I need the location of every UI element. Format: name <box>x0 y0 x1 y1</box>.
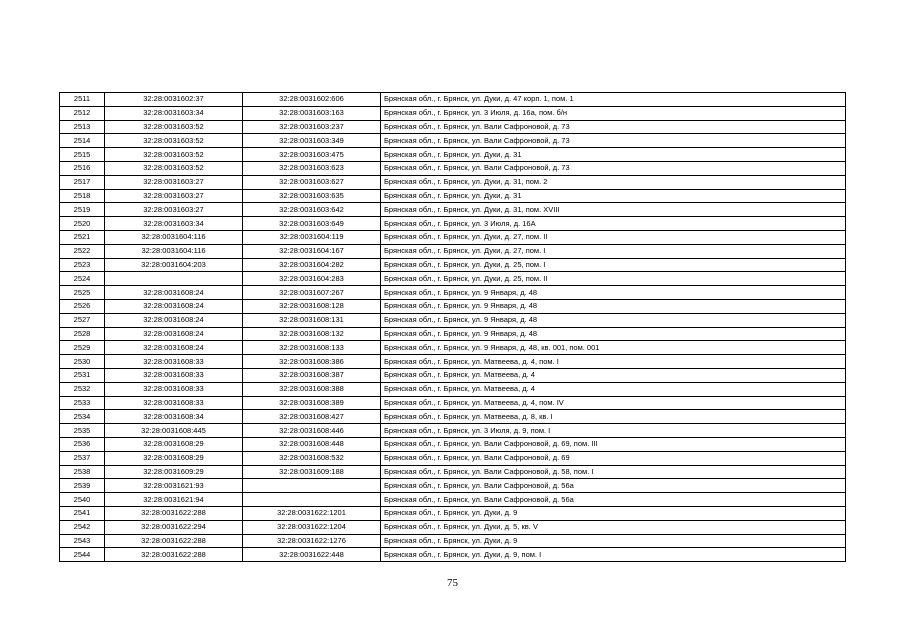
table-row <box>60 479 846 493</box>
table-row <box>60 382 846 396</box>
parcel-cadastral-number-cell: 32:28:0031608:24 <box>105 286 243 300</box>
object-cadastral-number-cell: 32:28:0031602:606 <box>243 93 381 107</box>
table-row <box>60 203 846 217</box>
address-cell: Брянская обл., г. Брянск, ул. 9 Января, д. 48, кв. 001, пом. 001 <box>381 341 846 355</box>
parcel-cadastral-number-cell: 32:28:0031608:29 <box>105 437 243 451</box>
object-cadastral-number-cell: 32:28:0031622:448 <box>243 548 381 562</box>
parcel-cadastral-number-cell: 32:28:0031608:24 <box>105 327 243 341</box>
parcel-cadastral-number-cell: 32:28:0031622:288 <box>105 534 243 548</box>
object-cadastral-number-cell: 32:28:0031603:237 <box>243 120 381 134</box>
table-row <box>60 148 846 162</box>
address-cell: Брянская обл., г. Брянск, ул. Дуки, д. 9, пом. I <box>381 548 846 562</box>
parcel-cadastral-number-cell: 32:28:0031603:27 <box>105 175 243 189</box>
row-number-cell: 2533 <box>60 396 105 410</box>
parcel-cadastral-number-cell: 32:28:0031622:288 <box>105 548 243 562</box>
table-row <box>60 465 846 479</box>
address-cell: Брянская обл., г. Брянск, ул. Дуки, д. 27, пом. I <box>381 244 846 258</box>
row-number-cell: 2540 <box>60 493 105 507</box>
row-number-cell: 2512 <box>60 106 105 120</box>
table-row <box>60 217 846 231</box>
row-number-cell: 2523 <box>60 258 105 272</box>
object-cadastral-number-cell: 32:28:0031603:623 <box>243 161 381 175</box>
address-cell: Брянская обл., г. Брянск, ул. Матвеева, д. 8, кв. I <box>381 410 846 424</box>
table-row <box>60 286 846 300</box>
address-cell: Брянская обл., г. Брянск, ул. Вали Сафроновой, д. 69, пом. III <box>381 437 846 451</box>
row-number-cell: 2530 <box>60 355 105 369</box>
object-cadastral-number-cell: 32:28:0031608:386 <box>243 355 381 369</box>
row-number-cell: 2527 <box>60 313 105 327</box>
table-row <box>60 175 846 189</box>
object-cadastral-number-cell: 32:28:0031603:627 <box>243 175 381 189</box>
address-cell: Брянская обл., г. Брянск, ул. Вали Сафроновой, д. 69 <box>381 451 846 465</box>
address-cell: Брянская обл., г. Брянск, ул. 9 Января, д. 48 <box>381 299 846 313</box>
object-cadastral-number-cell: 32:28:0031622:1276 <box>243 534 381 548</box>
parcel-cadastral-number-cell: 32:28:0031608:33 <box>105 368 243 382</box>
table-row <box>60 493 846 507</box>
row-number-cell: 2521 <box>60 230 105 244</box>
object-cadastral-number-cell: 32:28:0031609:188 <box>243 465 381 479</box>
address-cell: Брянская обл., г. Брянск, ул. Дуки, д. 31, пом. XVIII <box>381 203 846 217</box>
row-number-cell: 2528 <box>60 327 105 341</box>
row-number-cell: 2542 <box>60 520 105 534</box>
parcel-cadastral-number-cell: 32:28:0031603:52 <box>105 161 243 175</box>
address-cell: Брянская обл., г. Брянск, ул. Дуки, д. 31 <box>381 189 846 203</box>
object-cadastral-number-cell: 32:28:0031622:1204 <box>243 520 381 534</box>
parcel-cadastral-number-cell: 32:28:0031608:24 <box>105 341 243 355</box>
table-row <box>60 258 846 272</box>
table-row <box>60 120 846 134</box>
row-number-cell: 2516 <box>60 161 105 175</box>
table-row <box>60 451 846 465</box>
table-row <box>60 161 846 175</box>
registry-table <box>59 92 846 562</box>
address-cell: Брянская обл., г. Брянск, ул. Матвеева, д. 4 <box>381 382 846 396</box>
parcel-cadastral-number-cell: 32:28:0031603:52 <box>105 120 243 134</box>
table-row <box>60 134 846 148</box>
address-cell: Брянская обл., г. Брянск, ул. Вали Сафроновой, д. 56а <box>381 493 846 507</box>
object-cadastral-number-cell: 32:28:0031608:133 <box>243 341 381 355</box>
row-number-cell: 2531 <box>60 368 105 382</box>
address-cell: Брянская обл., г. Брянск, ул. Дуки, д. 25, пом. I <box>381 258 846 272</box>
parcel-cadastral-number-cell: 32:28:0031604:203 <box>105 258 243 272</box>
address-cell: Брянская обл., г. Брянск, ул. Дуки, д. 31, пом. 2 <box>381 175 846 189</box>
row-number-cell: 2524 <box>60 272 105 286</box>
object-cadastral-number-cell: 32:28:0031608:128 <box>243 299 381 313</box>
object-cadastral-number-cell: 32:28:0031608:132 <box>243 327 381 341</box>
address-cell: Брянская обл., г. Брянск, ул. Матвеева, д. 4, пом. IV <box>381 396 846 410</box>
parcel-cadastral-number-cell <box>105 272 243 286</box>
row-number-cell: 2535 <box>60 424 105 438</box>
row-number-cell: 2541 <box>60 506 105 520</box>
parcel-cadastral-number-cell: 32:28:0031608:24 <box>105 299 243 313</box>
row-number-cell: 2536 <box>60 437 105 451</box>
table-row <box>60 299 846 313</box>
parcel-cadastral-number-cell: 32:28:0031608:33 <box>105 382 243 396</box>
table-row <box>60 106 846 120</box>
address-cell: Брянская обл., г. Брянск, ул. 3 Июля, д. 16А <box>381 217 846 231</box>
object-cadastral-number-cell: 32:28:0031603:649 <box>243 217 381 231</box>
table-row <box>60 341 846 355</box>
object-cadastral-number-cell: 32:28:0031608:387 <box>243 368 381 382</box>
row-number-cell: 2522 <box>60 244 105 258</box>
table-row <box>60 230 846 244</box>
parcel-cadastral-number-cell: 32:28:0031608:445 <box>105 424 243 438</box>
parcel-cadastral-number-cell: 32:28:0031609:29 <box>105 465 243 479</box>
row-number-cell: 2511 <box>60 93 105 107</box>
page-number: 75 <box>447 577 458 589</box>
address-cell: Брянская обл., г. Брянск, ул. Дуки, д. 31 <box>381 148 846 162</box>
address-cell: Брянская обл., г. Брянск, ул. Дуки, д. 25, пом. II <box>381 272 846 286</box>
object-cadastral-number-cell: 32:28:0031608:532 <box>243 451 381 465</box>
address-cell: Брянская обл., г. Брянск, ул. Вали Сафроновой, д. 73 <box>381 120 846 134</box>
address-cell: Брянская обл., г. Брянск, ул. Дуки, д. 5, кв. V <box>381 520 846 534</box>
object-cadastral-number-cell: 32:28:0031608:389 <box>243 396 381 410</box>
parcel-cadastral-number-cell: 32:28:0031622:288 <box>105 506 243 520</box>
address-cell: Брянская обл., г. Брянск, ул. Вали Сафроновой, д. 56а <box>381 479 846 493</box>
object-cadastral-number-cell: 32:28:0031608:388 <box>243 382 381 396</box>
parcel-cadastral-number-cell: 32:28:0031603:34 <box>105 217 243 231</box>
table-row <box>60 327 846 341</box>
object-cadastral-number-cell: 32:28:0031603:642 <box>243 203 381 217</box>
address-cell: Брянская обл., г. Брянск, ул. 9 Января, д. 48 <box>381 286 846 300</box>
parcel-cadastral-number-cell: 32:28:0031603:52 <box>105 148 243 162</box>
address-cell: Брянская обл., г. Брянск, ул. Матвеева, д. 4 <box>381 368 846 382</box>
address-cell: Брянская обл., г. Брянск, ул. Вали Сафроновой, д. 58, пом. I <box>381 465 846 479</box>
table-row <box>60 355 846 369</box>
object-cadastral-number-cell: 32:28:0031622:1201 <box>243 506 381 520</box>
parcel-cadastral-number-cell: 32:28:0031621:93 <box>105 479 243 493</box>
table-row <box>60 396 846 410</box>
parcel-cadastral-number-cell: 32:28:0031603:27 <box>105 189 243 203</box>
address-cell: Брянская обл., г. Брянск, ул. Вали Сафроновой, д. 73 <box>381 161 846 175</box>
table-row <box>60 368 846 382</box>
row-number-cell: 2518 <box>60 189 105 203</box>
row-number-cell: 2543 <box>60 534 105 548</box>
row-number-cell: 2519 <box>60 203 105 217</box>
row-number-cell: 2534 <box>60 410 105 424</box>
parcel-cadastral-number-cell: 32:28:0031608:34 <box>105 410 243 424</box>
row-number-cell: 2538 <box>60 465 105 479</box>
parcel-cadastral-number-cell: 32:28:0031603:52 <box>105 134 243 148</box>
object-cadastral-number-cell: 32:28:0031608:131 <box>243 313 381 327</box>
object-cadastral-number-cell: 32:28:0031603:163 <box>243 106 381 120</box>
object-cadastral-number-cell <box>243 479 381 493</box>
parcel-cadastral-number-cell: 32:28:0031608:33 <box>105 355 243 369</box>
address-cell: Брянская обл., г. Брянск, ул. Дуки, д. 9 <box>381 534 846 548</box>
object-cadastral-number-cell: 32:28:0031608:446 <box>243 424 381 438</box>
address-cell: Брянская обл., г. Брянск, ул. 9 Января, д. 48 <box>381 327 846 341</box>
parcel-cadastral-number-cell: 32:28:0031602:37 <box>105 93 243 107</box>
object-cadastral-number-cell: 32:28:0031604:167 <box>243 244 381 258</box>
row-number-cell: 2529 <box>60 341 105 355</box>
table-row <box>60 244 846 258</box>
parcel-cadastral-number-cell: 32:28:0031608:29 <box>105 451 243 465</box>
table-row <box>60 410 846 424</box>
address-cell: Брянская обл., г. Брянск, ул. Дуки, д. 9 <box>381 506 846 520</box>
table-row <box>60 189 846 203</box>
row-number-cell: 2544 <box>60 548 105 562</box>
table-row <box>60 272 846 286</box>
row-number-cell: 2513 <box>60 120 105 134</box>
object-cadastral-number-cell: 32:28:0031603:635 <box>243 189 381 203</box>
table-row <box>60 506 846 520</box>
parcel-cadastral-number-cell: 32:28:0031603:27 <box>105 203 243 217</box>
row-number-cell: 2515 <box>60 148 105 162</box>
parcel-cadastral-number-cell: 32:28:0031603:34 <box>105 106 243 120</box>
row-number-cell: 2532 <box>60 382 105 396</box>
table-row <box>60 424 846 438</box>
row-number-cell: 2520 <box>60 217 105 231</box>
address-cell: Брянская обл., г. Брянск, ул. Дуки, д. 47 корп. 1, пом. 1 <box>381 93 846 107</box>
row-number-cell: 2525 <box>60 286 105 300</box>
parcel-cadastral-number-cell: 32:28:0031608:33 <box>105 396 243 410</box>
table-row <box>60 313 846 327</box>
table-row <box>60 548 846 562</box>
object-cadastral-number-cell: 32:28:0031603:475 <box>243 148 381 162</box>
object-cadastral-number-cell <box>243 493 381 507</box>
address-cell: Брянская обл., г. Брянск, ул. 3 Июля, д. 16а, пом. б/н <box>381 106 846 120</box>
row-number-cell: 2539 <box>60 479 105 493</box>
object-cadastral-number-cell: 32:28:0031604:282 <box>243 258 381 272</box>
row-number-cell: 2526 <box>60 299 105 313</box>
registry-table-body <box>60 93 846 562</box>
table-row <box>60 93 846 107</box>
parcel-cadastral-number-cell: 32:28:0031622:294 <box>105 520 243 534</box>
row-number-cell: 2514 <box>60 134 105 148</box>
address-cell: Брянская обл., г. Брянск, ул. 3 Июля, д. 9, пом. I <box>381 424 846 438</box>
table-row <box>60 520 846 534</box>
table-row <box>60 534 846 548</box>
address-cell: Брянская обл., г. Брянск, ул. Дуки, д. 27, пом. II <box>381 230 846 244</box>
object-cadastral-number-cell: 32:28:0031604:119 <box>243 230 381 244</box>
parcel-cadastral-number-cell: 32:28:0031604:116 <box>105 244 243 258</box>
parcel-cadastral-number-cell: 32:28:0031604:116 <box>105 230 243 244</box>
row-number-cell: 2537 <box>60 451 105 465</box>
object-cadastral-number-cell: 32:28:0031603:349 <box>243 134 381 148</box>
address-cell: Брянская обл., г. Брянск, ул. 9 Января, д. 48 <box>381 313 846 327</box>
address-cell: Брянская обл., г. Брянск, ул. Матвеева, д. 4, пом. I <box>381 355 846 369</box>
table-row <box>60 437 846 451</box>
row-number-cell: 2517 <box>60 175 105 189</box>
parcel-cadastral-number-cell: 32:28:0031621:94 <box>105 493 243 507</box>
parcel-cadastral-number-cell: 32:28:0031608:24 <box>105 313 243 327</box>
address-cell: Брянская обл., г. Брянск, ул. Вали Сафроновой, д. 73 <box>381 134 846 148</box>
object-cadastral-number-cell: 32:28:0031604:283 <box>243 272 381 286</box>
object-cadastral-number-cell: 32:28:0031608:448 <box>243 437 381 451</box>
object-cadastral-number-cell: 32:28:0031608:427 <box>243 410 381 424</box>
object-cadastral-number-cell: 32:28:0031607:267 <box>243 286 381 300</box>
